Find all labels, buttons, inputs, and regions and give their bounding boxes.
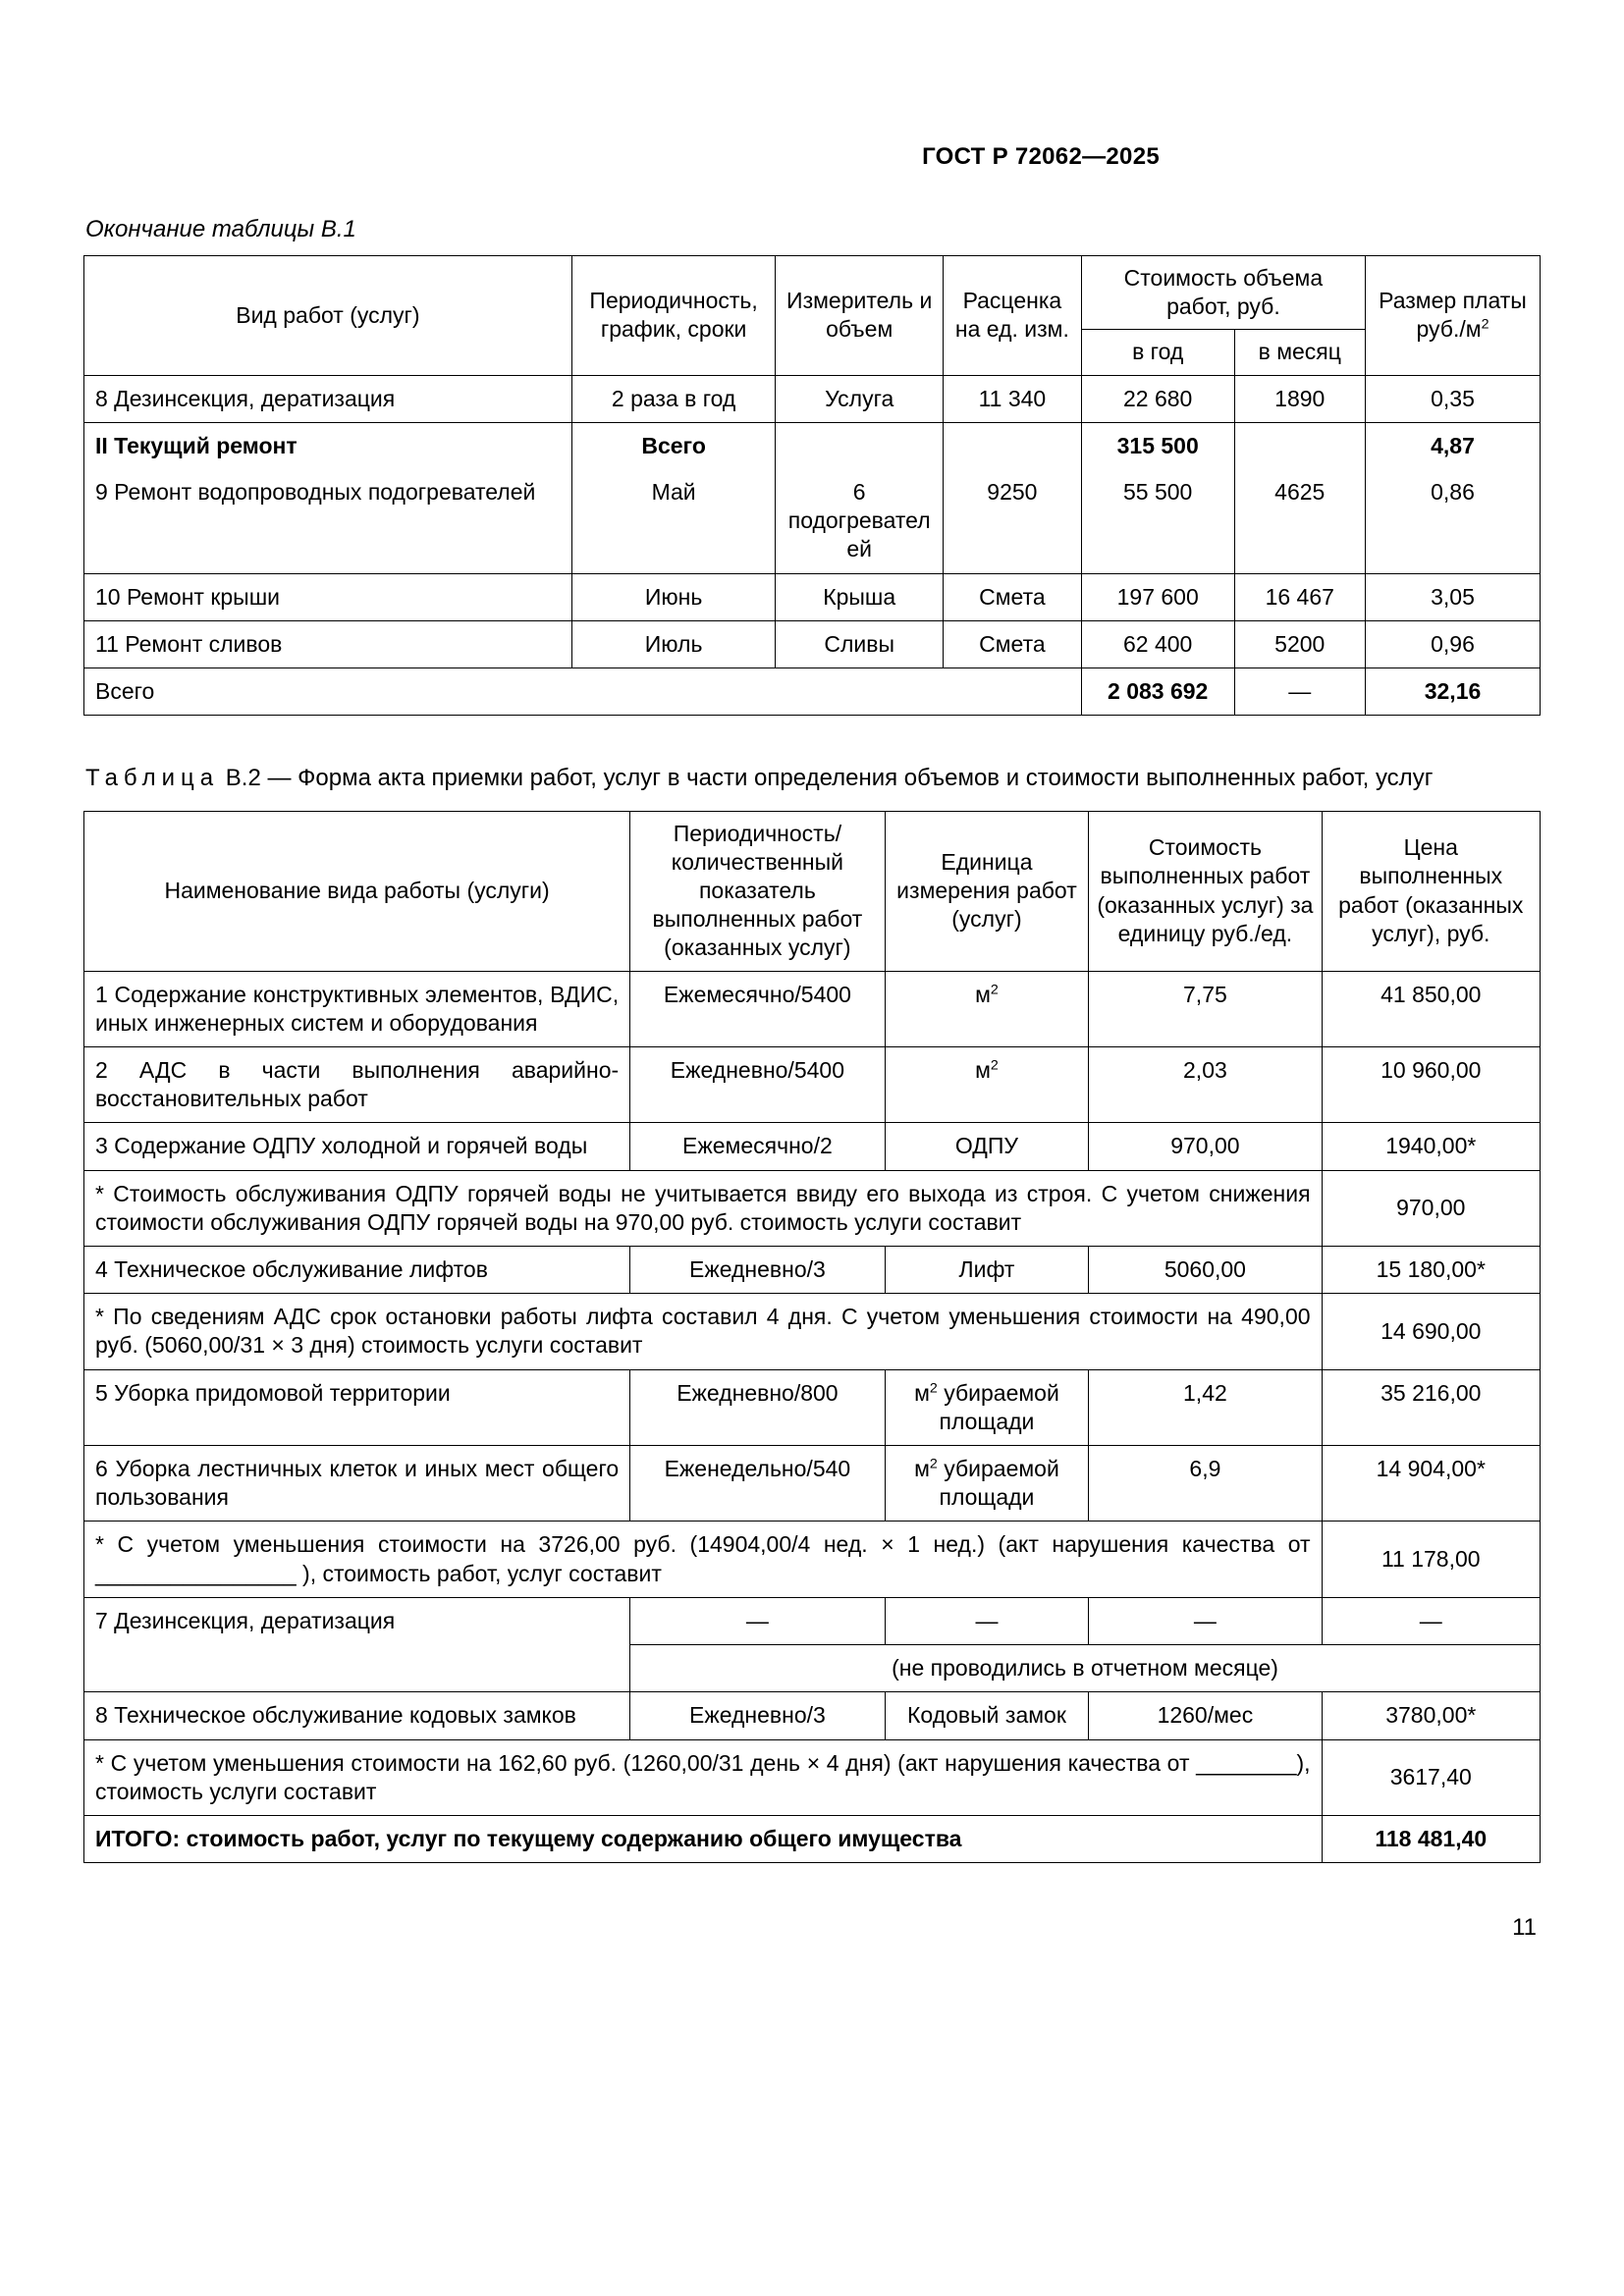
table-cell: Смета bbox=[943, 573, 1081, 620]
header-cell: Единица измерения работ (услуг) bbox=[885, 811, 1089, 971]
table-cell: 0,86 bbox=[1366, 469, 1541, 573]
superscript: 2 bbox=[929, 1456, 938, 1472]
header-text: Размер платы руб./м bbox=[1379, 288, 1527, 343]
unit-text: м bbox=[914, 1379, 930, 1406]
footnote-row bbox=[84, 1294, 1541, 1369]
table-cell: ИТОГО: стоимость работ, услуг по текущему содержанию общего имущества bbox=[84, 1815, 1323, 1862]
unit-text: убираемой площади bbox=[937, 1456, 1059, 1511]
header-cell bbox=[1366, 256, 1541, 376]
footnote-cell: * С учетом уменьшения стоимости на 162,60 руб. (1260,00/31 день × 4 дня) (акт нарушения качества от ________), стоимость услуги составит bbox=[84, 1739, 1323, 1815]
table-cell: 14 690,00 bbox=[1322, 1294, 1540, 1369]
table-cell: 10 Ремонт крыши bbox=[84, 573, 572, 620]
header-cell: в год bbox=[1081, 330, 1234, 375]
table-cell: 0,96 bbox=[1366, 620, 1541, 667]
table-row bbox=[84, 1446, 1541, 1522]
table-cell: Еженедельно/540 bbox=[630, 1446, 886, 1522]
table-row bbox=[84, 469, 1541, 573]
table-v2 bbox=[83, 811, 1541, 1863]
grand-total-row bbox=[84, 1815, 1541, 1862]
table-cell: 6,9 bbox=[1089, 1446, 1322, 1522]
header-cell: Стоимость объема работ, руб. bbox=[1081, 256, 1365, 330]
table-row bbox=[84, 256, 1541, 330]
table-cell: 11 178,00 bbox=[1322, 1522, 1540, 1597]
table-cell bbox=[776, 422, 944, 469]
table-cell: 315 500 bbox=[1081, 422, 1234, 469]
table-row bbox=[84, 620, 1541, 667]
superscript: 2 bbox=[1481, 316, 1489, 333]
footnote-cell: * С учетом уменьшения стоимости на 3726,00 руб. (14904,00/4 нед. × 1 нед.) (акт нарушения качества от ________________ ), стоимость работ, услуг составит bbox=[84, 1522, 1323, 1597]
table-row bbox=[84, 1123, 1541, 1170]
footnote-row bbox=[84, 1739, 1541, 1815]
table-cell: Всего bbox=[84, 668, 1082, 716]
table-cell: 9250 bbox=[943, 469, 1081, 573]
table-cell: 3617,40 bbox=[1322, 1739, 1540, 1815]
caption-number: В.2 bbox=[225, 765, 261, 792]
table-row bbox=[84, 971, 1541, 1046]
table-cell: — bbox=[630, 1597, 886, 1644]
table-row bbox=[84, 573, 1541, 620]
table-cell: Сливы bbox=[776, 620, 944, 667]
table-cell: 55 500 bbox=[1081, 469, 1234, 573]
table-cell: 3780,00* bbox=[1322, 1692, 1540, 1739]
table-cell: 8 Дезинсекция, дератизация bbox=[84, 375, 572, 422]
table-cell: 7 Дезинсекция, дератизация bbox=[84, 1597, 630, 1691]
table-cell: 5200 bbox=[1234, 620, 1365, 667]
footnote-row bbox=[84, 1522, 1541, 1597]
section-row bbox=[84, 422, 1541, 469]
table-cell: 1940,00* bbox=[1322, 1123, 1540, 1170]
table-cell: Ежедневно/800 bbox=[630, 1369, 886, 1445]
note-cell: (не проводились в отчетном месяце) bbox=[630, 1645, 1541, 1692]
table-cell: 14 904,00* bbox=[1322, 1446, 1540, 1522]
table-v1 bbox=[83, 255, 1541, 716]
table-cell: 8 Техническое обслуживание кодовых замков bbox=[84, 1692, 630, 1739]
table-cell: II Текущий ремонт bbox=[84, 422, 572, 469]
table-cell: 5 Уборка придомовой территории bbox=[84, 1369, 630, 1445]
superscript: 2 bbox=[990, 1057, 999, 1074]
total-row bbox=[84, 668, 1541, 716]
table-cell: 1,42 bbox=[1089, 1369, 1322, 1445]
table-cell: 3,05 bbox=[1366, 573, 1541, 620]
table-cell: 22 680 bbox=[1081, 375, 1234, 422]
table-cell: 11 Ремонт сливов bbox=[84, 620, 572, 667]
table-cell: Июль bbox=[571, 620, 776, 667]
table-cell: 970,00 bbox=[1322, 1170, 1540, 1246]
table-cell: Ежедневно/3 bbox=[630, 1247, 886, 1294]
header-cell: Измеритель и объем bbox=[776, 256, 944, 376]
header-cell: Вид работ (услуг) bbox=[84, 256, 572, 376]
document-header: ГОСТ Р 72062—2025 bbox=[922, 143, 1160, 170]
table-cell: 16 467 bbox=[1234, 573, 1365, 620]
table-row bbox=[84, 1692, 1541, 1739]
table-cell: 41 850,00 bbox=[1322, 971, 1540, 1046]
header-cell: Расценка на ед. изм. bbox=[943, 256, 1081, 376]
table-cell bbox=[885, 971, 1089, 1046]
table-cell: Ежедневно/5400 bbox=[630, 1047, 886, 1123]
table-cell: 4 Техническое обслуживание лифтов bbox=[84, 1247, 630, 1294]
table-cell: 10 960,00 bbox=[1322, 1047, 1540, 1123]
table-row bbox=[84, 811, 1541, 971]
table-row bbox=[84, 1597, 1541, 1644]
table-cell: 11 340 bbox=[943, 375, 1081, 422]
table-cell: Ежедневно/3 bbox=[630, 1692, 886, 1739]
table-v2-caption bbox=[85, 763, 1541, 794]
table-cell: — bbox=[1234, 668, 1365, 716]
table-cell: Лифт bbox=[885, 1247, 1089, 1294]
table-cell: 3 Содержание ОДПУ холодной и горячей воды bbox=[84, 1123, 630, 1170]
table-cell: 15 180,00* bbox=[1322, 1247, 1540, 1294]
table-cell bbox=[1234, 422, 1365, 469]
table-cell: 4625 bbox=[1234, 469, 1365, 573]
header-cell: Наименование вида работы (услуги) bbox=[84, 811, 630, 971]
footnote-cell: * По сведениям АДС срок остановки работы лифта составил 4 дня. С учетом уменьшения стоимости на 490,00 руб. (5060,00/31 × 3 дня) стоимость услуги составит bbox=[84, 1294, 1323, 1369]
table-cell: 35 216,00 bbox=[1322, 1369, 1540, 1445]
page-number: 11 bbox=[1512, 1914, 1537, 1942]
table-cell: Ежемесячно/2 bbox=[630, 1123, 886, 1170]
table-cell: Июнь bbox=[571, 573, 776, 620]
table-cell: Смета bbox=[943, 620, 1081, 667]
table-cell: Всего bbox=[571, 422, 776, 469]
table-row bbox=[84, 1369, 1541, 1445]
table-cell: — bbox=[1089, 1597, 1322, 1644]
table-cell: 4,87 bbox=[1366, 422, 1541, 469]
table-cell: 970,00 bbox=[1089, 1123, 1322, 1170]
superscript: 2 bbox=[990, 981, 999, 997]
table-v1-caption: Окончание таблицы В.1 bbox=[85, 216, 356, 242]
table-cell: 7,75 bbox=[1089, 971, 1322, 1046]
table-cell: Кодовый замок bbox=[885, 1692, 1089, 1739]
table-cell: 197 600 bbox=[1081, 573, 1234, 620]
table-cell: 62 400 bbox=[1081, 620, 1234, 667]
table-cell: 2 раза в год bbox=[571, 375, 776, 422]
table-cell: Ежемесячно/5400 bbox=[630, 971, 886, 1046]
table-cell: — bbox=[1322, 1597, 1540, 1644]
table-row bbox=[84, 1047, 1541, 1123]
table-v2-head bbox=[84, 811, 1541, 971]
table-row bbox=[84, 375, 1541, 422]
table-cell: 6 подогревателей bbox=[776, 469, 944, 573]
unit-text: убираемой площади bbox=[937, 1379, 1059, 1434]
footnote-cell: * Стоимость обслуживания ОДПУ горячей воды не учитывается ввиду его выхода из строя. С учетом снижения стоимости обслуживания ОДПУ горячей воды на 970,00 руб. стоимость услуги составит bbox=[84, 1170, 1323, 1246]
table-v1-head bbox=[84, 256, 1541, 376]
header-cell: Стоимость выполненных работ (оказанных услуг) за единицу руб./ед. bbox=[1089, 811, 1322, 971]
caption-text: — Форма акта приемки работ, услуг в части определения объемов и стоимости выполненных работ, услуг bbox=[267, 765, 1434, 792]
table-cell: 5060,00 bbox=[1089, 1247, 1322, 1294]
header-cell: Периодичность, график, сроки bbox=[571, 256, 776, 376]
table-cell: 0,35 bbox=[1366, 375, 1541, 422]
unit-text: м bbox=[914, 1456, 930, 1482]
table-cell: 1260/мес bbox=[1089, 1692, 1322, 1739]
header-cell: Периодичность/ количественный показатель выполненных работ (оказанных услуг) bbox=[630, 811, 886, 971]
table-cell bbox=[885, 1446, 1089, 1522]
table-cell: 1 Содержание конструктивных элементов, ВДИС, иных инженерных систем и оборудования bbox=[84, 971, 630, 1046]
unit-text: м bbox=[975, 981, 991, 1007]
table-cell: Крыша bbox=[776, 573, 944, 620]
table-cell: Май bbox=[571, 469, 776, 573]
table-cell: 9 Ремонт водопроводных подогревателей bbox=[84, 469, 572, 573]
table-cell: 2,03 bbox=[1089, 1047, 1322, 1123]
caption-label: Таблица bbox=[85, 765, 220, 792]
table-cell: ОДПУ bbox=[885, 1123, 1089, 1170]
table-cell: Услуга bbox=[776, 375, 944, 422]
table-cell bbox=[943, 422, 1081, 469]
superscript: 2 bbox=[929, 1380, 938, 1397]
table-cell: 6 Уборка лестничных клеток и иных мест общего пользования bbox=[84, 1446, 630, 1522]
table-cell: — bbox=[885, 1597, 1089, 1644]
table-cell: 1890 bbox=[1234, 375, 1365, 422]
table-cell: 118 481,40 bbox=[1322, 1815, 1540, 1862]
header-cell: Цена выполненных работ (оказанных услуг), руб. bbox=[1322, 811, 1540, 971]
unit-text: м bbox=[975, 1057, 991, 1084]
footnote-row bbox=[84, 1170, 1541, 1246]
table-row bbox=[84, 1247, 1541, 1294]
table-cell: 2 АДС в части выполнения аварийно-восстановительных работ bbox=[84, 1047, 630, 1123]
table-cell: 32,16 bbox=[1366, 668, 1541, 716]
table-cell bbox=[885, 1047, 1089, 1123]
table-cell bbox=[885, 1369, 1089, 1445]
header-cell: в месяц bbox=[1234, 330, 1365, 375]
table-cell: 2 083 692 bbox=[1081, 668, 1234, 716]
